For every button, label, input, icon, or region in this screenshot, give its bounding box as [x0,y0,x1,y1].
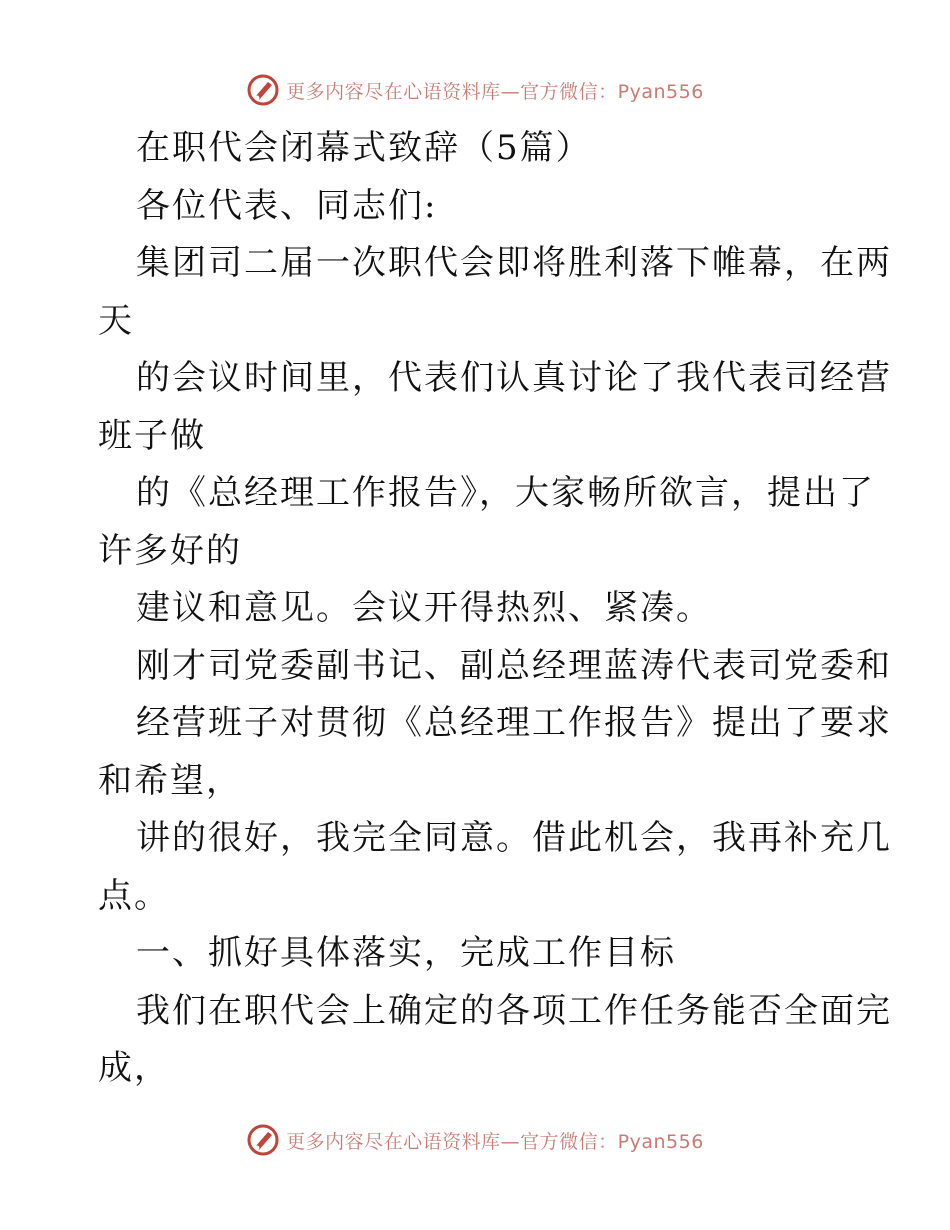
text-line: 一、抓好具体落实，完成工作目标 [136,933,676,973]
text-line: 经营班子对贯彻《总经理工作报告》提出了要求 [136,703,892,743]
text-line: 各位代表、同志们: [136,185,438,226]
text-line: 在职代会闭幕式致辞（5篇） [136,128,592,168]
header-watermark [0,70,950,110]
footer-watermark [0,1120,950,1160]
text-line: 讲的很好，我完全同意。借此机会，我再补充几 [136,818,892,858]
text-line: 集团司二届一次职代会即将胜利落下帷幕，在两 [136,243,892,283]
text-line: 点。 [98,875,170,916]
text-line: 和希望， [98,760,242,801]
text-line: 刚才司党委副书记、副总经理蓝涛代表司党委和 [136,645,892,686]
pen-seal-icon [246,1123,280,1157]
text-line: 的会议时间里，代表们认真讨论了我代表司经营 [136,358,892,398]
watermark-text: 更多内容尽在心语资料库—官方微信：Pyan556 [286,80,704,103]
document-body [98,120,892,1098]
watermark-text: 更多内容尽在心语资料库—官方微信：Pyan556 [286,1130,704,1153]
text-line: 的《总经理工作报告》，大家畅所欲言，提出了 [136,473,875,513]
text-line: 天 [98,300,134,341]
text-line: 建议和意见。会议开得热烈、紧凑。 [136,588,712,628]
text-line: 许多好的 [98,530,242,571]
text-line: 我们在职代会上确定的各项工作任务能否全面完 [136,990,892,1031]
text-line: 成， [98,1048,170,1088]
pen-seal-icon [246,73,280,107]
text-line: 班子做 [98,415,206,456]
